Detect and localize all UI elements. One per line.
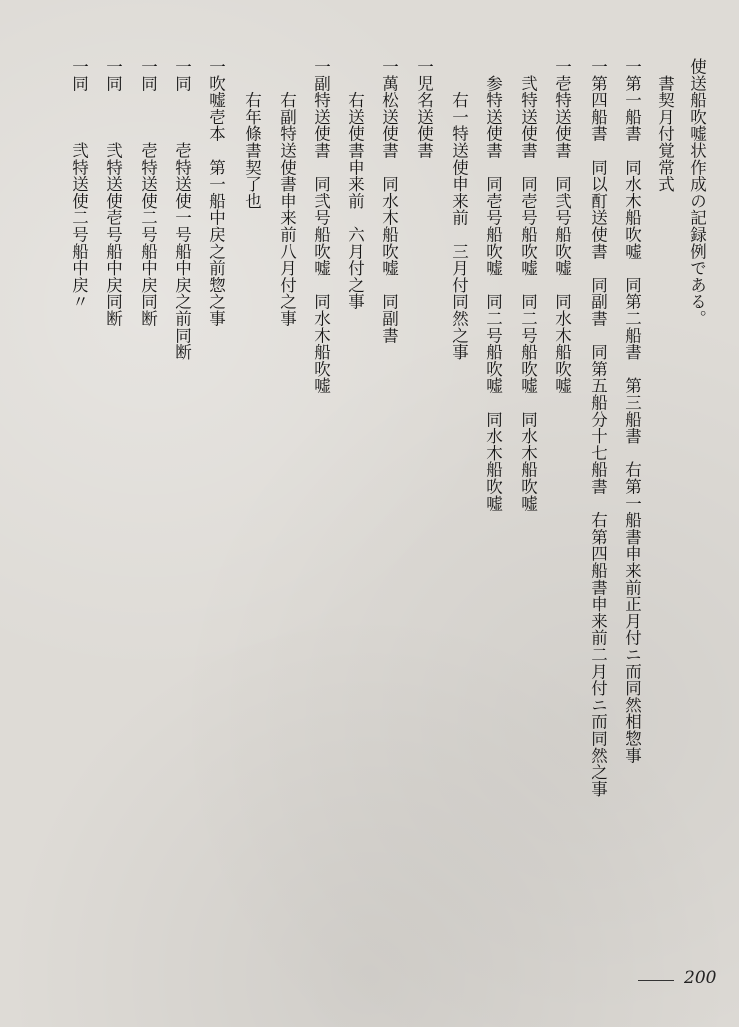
text-column-7: 参特送使書 同壱号船吹嘘 同二号船吹嘘 同水木船吹嘘 — [483, 58, 503, 512]
text-column-11: 右送使書申来前 六月付之事 — [345, 58, 365, 310]
text-column-4: 一第四船書 同以酊送使書 同副書 同第五船分十七船書 右第四船書申来前二月付ニ而同然之事 — [588, 58, 608, 798]
text-column-15: 一吹嘘壱本 第一船中戻之前惣之事 — [206, 58, 226, 327]
text-column-13: 右副特送使書申来前八月付之事 — [277, 58, 297, 327]
page-number: 200 — [684, 968, 717, 988]
text-column-16: 一同 壱特送使一号船中戻之前同断 — [172, 58, 192, 361]
text-column-18: 一同 弐特送使壱号船中戻同断 — [103, 58, 123, 327]
text-column-17: 一同 壱特送使二号船中戻同断 — [138, 58, 158, 327]
text-column-6: 弐特送使書 同壱号船吹嘘 同二号船吹嘘 同水木船吹嘘 — [518, 58, 538, 512]
text-column-12: 一副特送使書 同弐号船吹嘘 同水木船吹嘘 — [311, 58, 331, 394]
text-column-5: 一壱特送使書 同弐号船吹嘘 同水木船吹嘘 — [552, 58, 572, 394]
text-column-14: 右年條書契了也 — [242, 58, 262, 210]
text-column-9: 一児名送使書 — [414, 58, 434, 159]
text-column-1: 使送船吹嘘状作成の記録例である。 — [687, 58, 707, 327]
text-column-2: 書契月付覚常式 — [655, 58, 675, 193]
text-column-3: 一第一船書 同水木船吹嘘 同第二船書 第三船書 右第一船書申来前正月付ニ而同然相惣事 — [622, 58, 642, 764]
page-number-rule — [638, 980, 674, 981]
text-column-10: 一萬松送使書 同水木船吹嘘 同副書 — [379, 58, 399, 344]
text-column-8: 右一特送使申来前 三月付同然之事 — [449, 58, 469, 361]
text-column-19: 一同 弐特送使二号船中戻〃 — [69, 58, 89, 310]
